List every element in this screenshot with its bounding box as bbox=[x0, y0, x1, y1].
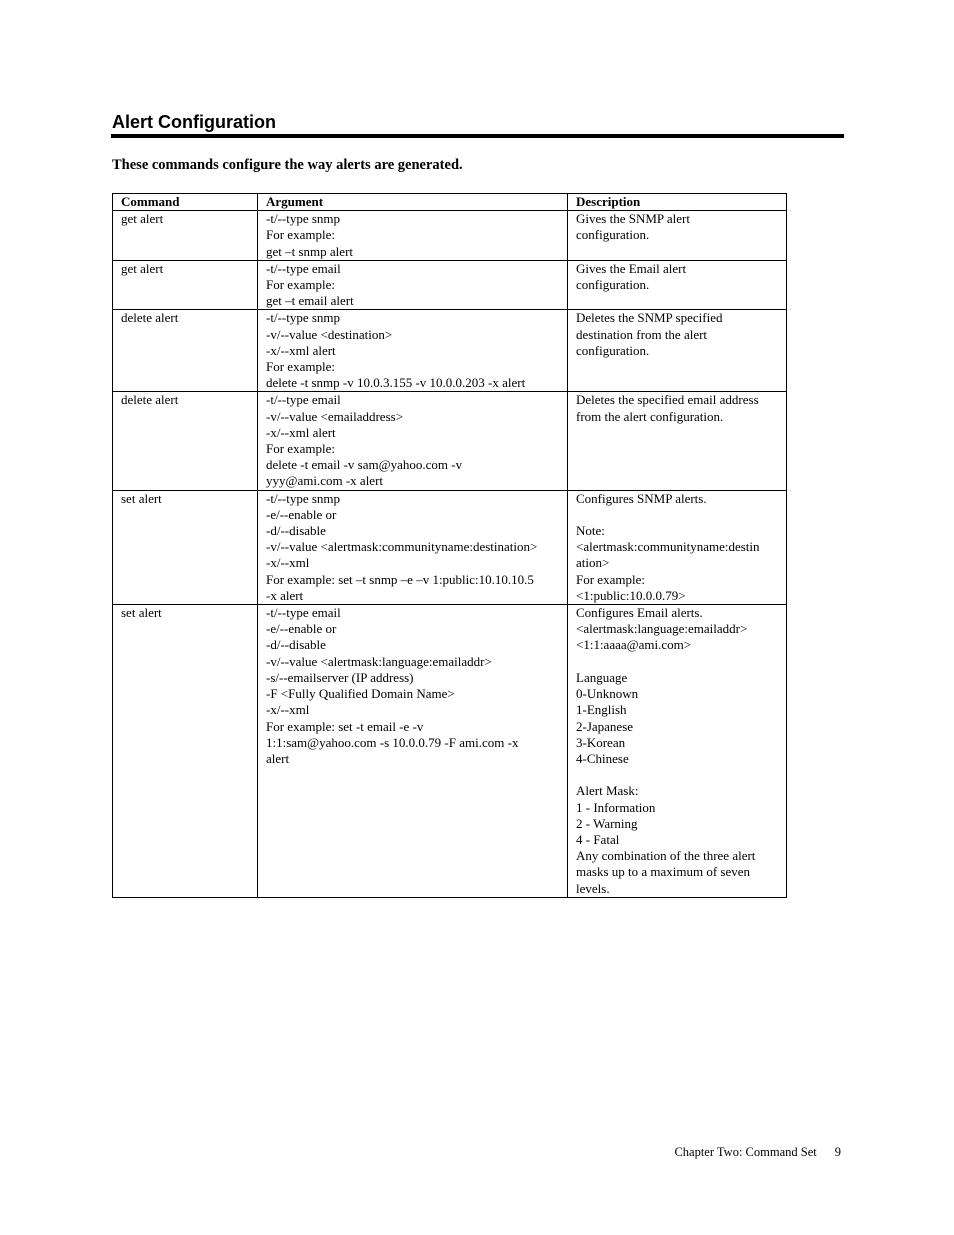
table-row bbox=[113, 605, 787, 898]
command-cell: set alert bbox=[113, 490, 258, 604]
argument-cell: -t/--type snmp -e/--enable or -d/--disable -v/--value <alertmask:communityname:destination> -x/--xml For example: set –t snmp –e –v 1:public:10.10.10.5 -x alert bbox=[258, 490, 568, 604]
table-row bbox=[113, 392, 787, 490]
argument-cell: -t/--type email -v/--value <emailaddress> -x/--xml alert For example: delete -t email -v sam@yahoo.com -v yyy@ami.com -x alert bbox=[258, 392, 568, 490]
description-cell: Configures Email alerts. <alertmask:language:emailaddr> <1:1:aaaa@ami.com> Language 0-Unknown 1-English 2-Japanese 3-Korean 4-Chinese Alert Mask: 1 - Information 2 - Warning 4 - Fatal Any combination of the three alert masks up to a maximum of seven levels. bbox=[568, 605, 787, 898]
alert-commands-table bbox=[112, 193, 787, 898]
table-row bbox=[113, 211, 787, 261]
description-cell: Deletes the SNMP specified destination from the alert configuration. bbox=[568, 310, 787, 392]
command-cell: delete alert bbox=[113, 392, 258, 490]
table-row bbox=[113, 490, 787, 604]
command-cell: set alert bbox=[113, 605, 258, 898]
argument-cell: -t/--type snmp -v/--value <destination> -x/--xml alert For example: delete -t snmp -v 10.0.3.155 -v 10.0.0.203 -x alert bbox=[258, 310, 568, 392]
description-cell: Gives the Email alert configuration. bbox=[568, 260, 787, 310]
argument-cell: -t/--type email -e/--enable or -d/--disable -v/--value <alertmask:language:emailaddr> -s/--emailserver (IP address) -F <Fully Qualified Domain Name> -x/--xml For example: set -t email -e -v 1:1:sam@yahoo.com -s 10.0.0.79 -F ami.com -x alert bbox=[258, 605, 568, 898]
table-row bbox=[113, 260, 787, 310]
page-footer bbox=[674, 1145, 841, 1160]
column-header-argument: Argument bbox=[258, 194, 568, 211]
table-row bbox=[113, 310, 787, 392]
column-header-description: Description bbox=[568, 194, 787, 211]
argument-cell: -t/--type email For example: get –t email alert bbox=[258, 260, 568, 310]
description-cell: Gives the SNMP alert configuration. bbox=[568, 211, 787, 261]
section-intro: These commands configure the way alerts are generated. bbox=[112, 157, 463, 173]
section-title: Alert Configuration bbox=[112, 112, 276, 132]
command-cell: get alert bbox=[113, 211, 258, 261]
description-cell: Deletes the specified email address from the alert configuration. bbox=[568, 392, 787, 490]
argument-cell: -t/--type snmp For example: get –t snmp alert bbox=[258, 211, 568, 261]
column-header-command: Command bbox=[113, 194, 258, 211]
command-cell: delete alert bbox=[113, 310, 258, 392]
footer-chapter: Chapter Two: Command Set bbox=[674, 1145, 817, 1159]
section-title-rule bbox=[111, 134, 844, 138]
description-cell: Configures SNMP alerts. Note: <alertmask:communityname:destin ation> For example: <1:public:10.0.0.79> bbox=[568, 490, 787, 604]
command-cell: get alert bbox=[113, 260, 258, 310]
table-header-row bbox=[113, 194, 787, 211]
page-number: 9 bbox=[834, 1145, 841, 1159]
